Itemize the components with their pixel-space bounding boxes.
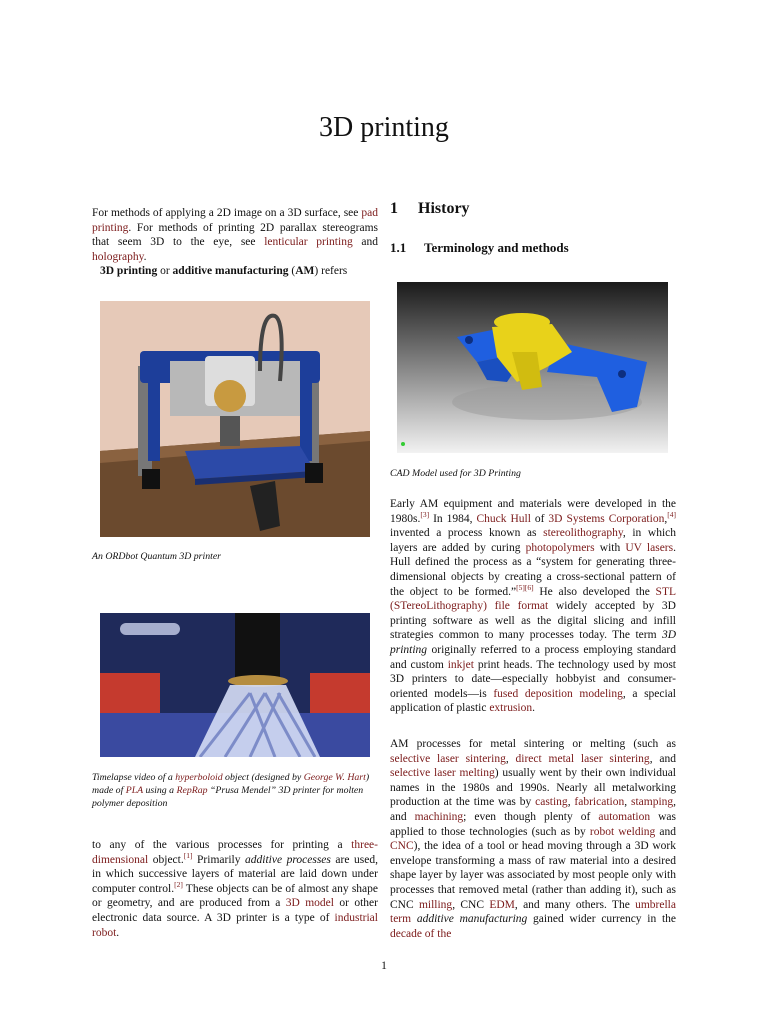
- link-three-dimensional[interactable]: three-dimensional: [92, 839, 378, 866]
- body-text: , and many others. The: [514, 898, 636, 911]
- timelapse-image: [100, 613, 370, 757]
- printer-image: [100, 301, 370, 537]
- page-number: 1: [381, 960, 387, 972]
- caption-text: using a: [143, 785, 177, 796]
- body-text: ,: [664, 512, 668, 525]
- body-text: , and: [390, 796, 677, 823]
- body-text: . Hull defined the process as a “system for generating three-dimensional objects by creating a cross-sectional pattern of the object to be formed.”: [390, 541, 676, 598]
- body-text: with: [594, 541, 626, 554]
- term-3d-printing-italic: 3D printing: [390, 629, 676, 656]
- link-hyperboloid[interactable]: hyperboloid: [175, 772, 223, 783]
- link-umbrella-term[interactable]: umbrella term: [390, 898, 676, 926]
- hatnote-text: and: [352, 236, 378, 249]
- link-chuck-hull[interactable]: Chuck Hull: [476, 512, 531, 525]
- printer-illustration: [100, 301, 370, 537]
- link-george-w-hart[interactable]: George W. Hart: [303, 772, 366, 783]
- ref-3[interactable]: [3]: [420, 509, 430, 519]
- body-text: gained wider currency in the: [527, 913, 677, 926]
- body-text: ,: [505, 752, 516, 765]
- link-edm[interactable]: EDM: [489, 898, 515, 911]
- section-heading-history: [390, 200, 676, 218]
- lead-text: ) refers: [314, 265, 348, 278]
- link-robot-welding[interactable]: robot welding: [589, 825, 656, 838]
- history-paragraph-2: [390, 737, 676, 941]
- hatnote-text: For methods of applying a 2D image on a 3D surface, see: [92, 207, 362, 219]
- term-3d-printing: 3D printing: [100, 265, 158, 278]
- lead-text: or other electronic data source. A 3D printer is a type of: [92, 897, 378, 924]
- body-text: Early AM equipment and materials were developed in the 1980s.: [390, 498, 676, 525]
- link-milling[interactable]: milling: [418, 898, 453, 911]
- term-additive-manufacturing-italic: additive manufacturing: [416, 913, 528, 926]
- body-text: ,: [567, 796, 575, 809]
- lead-text: Primarily: [192, 853, 246, 866]
- body-text: , CNC: [452, 898, 490, 911]
- subsection-number: 1.1: [390, 240, 407, 255]
- link-cnc[interactable]: CNC: [390, 840, 414, 853]
- history-paragraph-1: [390, 497, 676, 716]
- printer-caption: An ORDbot Quantum 3D printer: [92, 551, 221, 562]
- term-additive-manufacturing: additive manufacturing: [172, 265, 289, 278]
- body-text: He also developed the: [533, 585, 656, 598]
- body-text: , and: [649, 752, 676, 765]
- link-fabrication[interactable]: fabrication: [574, 796, 625, 809]
- term-am: AM: [295, 265, 315, 278]
- timelapse-caption: [92, 771, 378, 810]
- body-text: invented a process known as: [390, 527, 544, 540]
- link-selective-laser-sintering[interactable]: selective laser sintering: [390, 752, 506, 765]
- body-text: originally referred to a process employing standard and custom: [390, 643, 676, 671]
- lead-text: object.: [148, 853, 184, 866]
- ref-2[interactable]: [2]: [174, 879, 183, 889]
- link-3d-model[interactable]: 3D model: [285, 897, 334, 910]
- link-direct-metal-laser-sintering[interactable]: direct metal laser sintering: [515, 752, 650, 765]
- body-text: .: [532, 702, 536, 715]
- link-industrial-robot[interactable]: industrial robot: [92, 911, 378, 939]
- body-text: ) usually went by their own individual names in the 1980s and 1990s. Nearly all metalworking production at the time was by: [390, 767, 676, 809]
- link-pla[interactable]: PLA: [125, 785, 143, 796]
- caption-text: object (designed by: [222, 772, 304, 783]
- body-text: , in which layers are added by curing: [390, 527, 676, 554]
- lead-start: [92, 264, 378, 279]
- lead-continuation: [92, 838, 378, 940]
- link-stereolithography[interactable]: stereolithography: [543, 527, 623, 540]
- link-photopolymers[interactable]: photopolymers: [525, 541, 595, 554]
- hatnote: [92, 206, 378, 279]
- link-casting[interactable]: casting: [535, 796, 568, 809]
- caption-text: video of a: [131, 772, 176, 783]
- ref-1[interactable]: [1]: [183, 850, 193, 860]
- lead-text: (: [288, 265, 296, 278]
- link-stamping[interactable]: stamping: [630, 796, 674, 809]
- term-additive-processes: additive processes: [245, 853, 331, 866]
- link-decade[interactable]: decade of the: [390, 927, 452, 940]
- ref-5-6[interactable]: [5][6]: [516, 582, 534, 592]
- lead-text: are used, in which successive layers of material are laid down under computer control.: [92, 853, 378, 895]
- lead-text: These objects can be of almost any shape or geometry, and are produced from a: [92, 882, 378, 910]
- link-lenticular-printing[interactable]: lenticular printing: [264, 236, 353, 249]
- caption-text: Timelapse: [92, 772, 132, 783]
- cad-model-illustration: [397, 282, 668, 453]
- caption-text: “Prusa Mendel” 3D printer for molten polymer deposition: [92, 785, 364, 809]
- hatnote-text: .: [143, 250, 147, 263]
- link-inkjet[interactable]: inkjet: [447, 658, 474, 671]
- hyperboloid-illustration: [100, 613, 370, 757]
- cad-model-image: [397, 282, 668, 453]
- body-text: was applied to those technologies (such as by: [390, 810, 676, 838]
- link-extrusion[interactable]: extrusion: [489, 702, 533, 715]
- section-number: 1: [390, 200, 398, 217]
- body-text: In 1984,: [429, 512, 477, 525]
- page-title: 3D printing: [319, 112, 449, 143]
- link-machining[interactable]: machining: [414, 810, 464, 823]
- link-holography[interactable]: holography: [92, 250, 144, 263]
- lead-text: or: [157, 265, 173, 278]
- body-text: , a special application of plastic: [390, 687, 676, 715]
- link-pad-printing[interactable]: pad printing: [92, 207, 378, 234]
- body-text: ; even though plenty of: [463, 810, 599, 823]
- section-title: History: [418, 200, 470, 217]
- link-selective-laser-melting[interactable]: selective laser melting: [390, 767, 495, 780]
- body-text: AM processes for metal sintering or melting (such as: [390, 738, 676, 750]
- link-3d-systems[interactable]: 3D Systems Corporation: [548, 512, 665, 525]
- link-automation[interactable]: automation: [598, 810, 651, 823]
- body-text: ), the idea of a tool or head moving through a 3D work envelope transforming a mass of raw material into a desired shape layer by layer was associated by most people only with processes that removed metal (rather than adding it), such as CNC: [390, 840, 676, 911]
- hatnote-text: . For methods of printing 2D parallax stereograms that seem 3D to the eye, see: [92, 221, 378, 249]
- link-reprap[interactable]: RepRap: [176, 785, 208, 796]
- link-stl-file-format[interactable]: STL (STereoLithography) file format: [390, 585, 676, 613]
- link-fused-deposition-modeling[interactable]: fused deposition modeling: [493, 687, 623, 700]
- body-text: of: [530, 512, 549, 525]
- subsection-heading-terminology: [390, 240, 676, 256]
- subsection-title: Terminology and methods: [424, 240, 569, 255]
- lead-text: .: [116, 926, 120, 939]
- cad-caption: CAD Model used for 3D Printing: [390, 468, 521, 479]
- body-text: ,: [624, 796, 631, 809]
- lead-text: to any of the various processes for printing a: [92, 839, 352, 851]
- body-text: and: [655, 825, 676, 838]
- ref-4[interactable]: [4]: [667, 509, 676, 519]
- link-uv-lasers[interactable]: UV lasers: [625, 541, 674, 554]
- body-text: widely accepted by 3D printing software as well as the digital slicing and infill strategies common to many processes today. The term: [390, 600, 676, 642]
- caption-text: ) made of: [92, 772, 370, 796]
- body-text: print heads. The technology used by most 3D printers to date—especially hobbyist and consumer-oriented models—is: [390, 658, 677, 700]
